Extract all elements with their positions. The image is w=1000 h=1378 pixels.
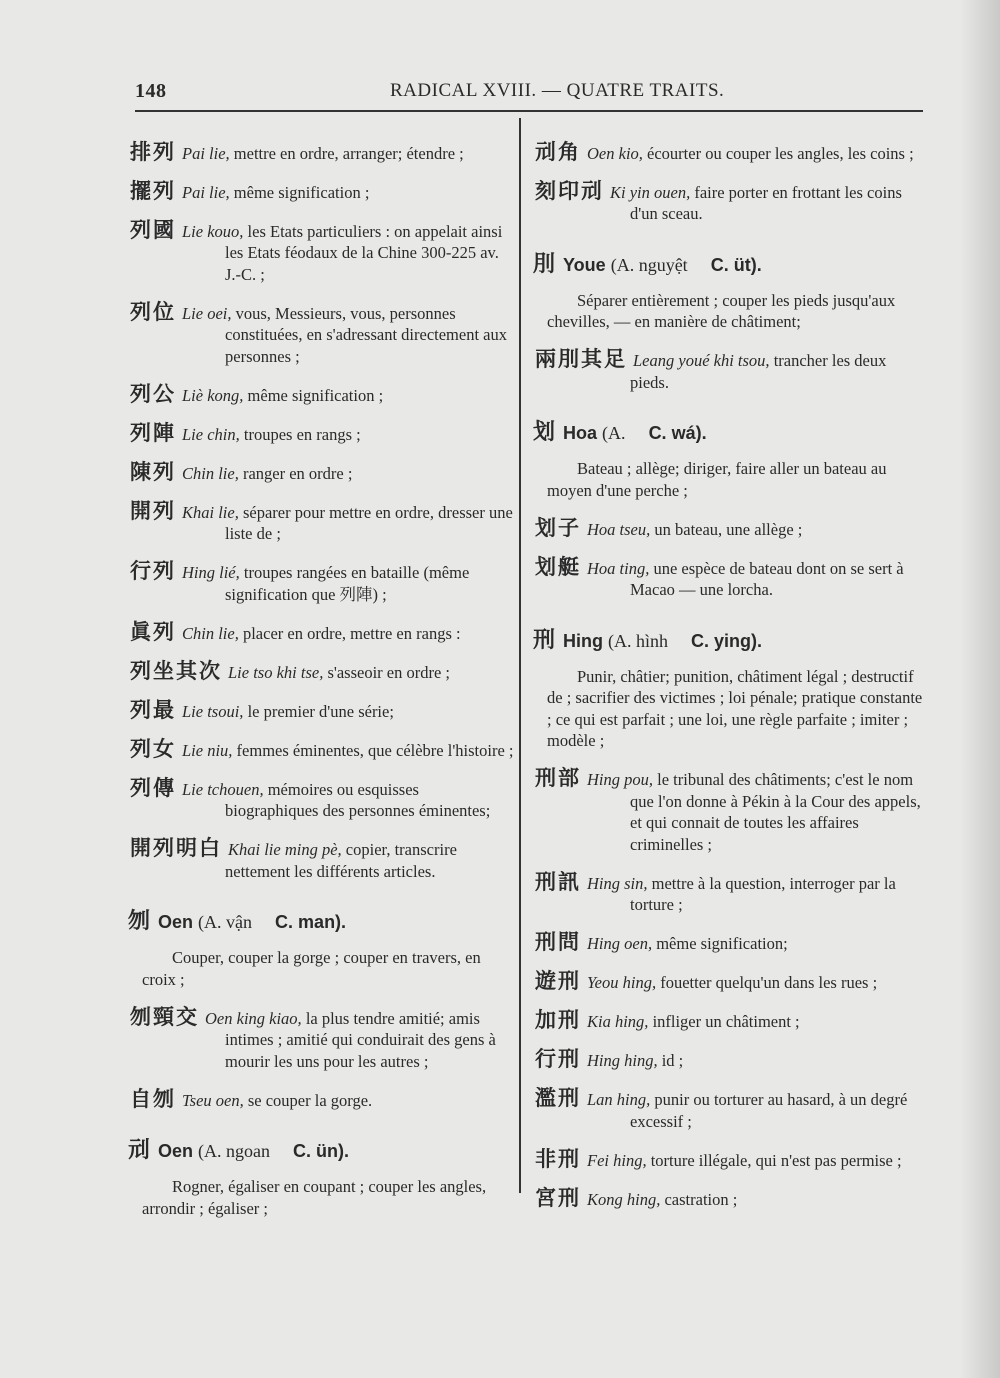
- character-definition: Bateau ; allège; diriger, faire aller un bateau au moyen d'une perche ;: [547, 459, 887, 500]
- dictionary-entry: [535, 1049, 927, 1072]
- entry-definition: le premier d'une série;: [243, 701, 394, 721]
- entry-definition: les Etats particuliers : on appelait ainsi les Etats féodaux de la Chine 300-225 av. J.-C. ;: [225, 221, 503, 284]
- entry-characters: 開列: [130, 498, 176, 523]
- dictionary-entry: [130, 658, 515, 684]
- dictionary-entry: [130, 838, 515, 882]
- entry-characters: 刑訊: [535, 869, 581, 894]
- entry-definition: trancher les deux pieds.: [630, 351, 887, 392]
- entry-characters: 開列明白: [130, 836, 222, 860]
- entry-characters: 刓角: [535, 139, 581, 164]
- dictionary-entry: [535, 1010, 927, 1033]
- right-column: [535, 125, 927, 1217]
- running-head: RADICAL XVIII. — QUATRE TRAITS.: [390, 80, 725, 101]
- dictionary-entry: [130, 420, 515, 446]
- dictionary-entry: [535, 139, 927, 165]
- entry-definition: id ;: [657, 1051, 684, 1070]
- entry-romanization: Chin lie,: [182, 463, 239, 483]
- dictionary-entry: [130, 697, 515, 723]
- entry-characters: 列女: [130, 736, 176, 761]
- heading-cantonese: C. ün).: [293, 1141, 350, 1161]
- dictionary-entry: [535, 869, 927, 916]
- entry-definition: même signification;: [652, 934, 788, 953]
- heading-character: 刓: [128, 1138, 153, 1163]
- entry-romanization: Lie tso khi tse,: [228, 662, 324, 682]
- character-definition: Couper, couper la gorge ; couper en travers, en croix ;: [142, 948, 481, 989]
- entry-definition: même signification ;: [229, 182, 370, 202]
- entry-characters: 行列: [130, 559, 176, 583]
- heading-name: Oen: [158, 1141, 194, 1161]
- dictionary-entry: [535, 971, 927, 994]
- dictionary-entry: [535, 515, 927, 541]
- entry-romanization: Lie niu,: [182, 740, 233, 760]
- heading-name: Hoa: [563, 423, 598, 443]
- entry-characters: 列國: [130, 217, 176, 242]
- entry-characters: 眞列: [130, 619, 176, 644]
- header-rule: [135, 110, 923, 112]
- entry-romanization: Ki yin ouen,: [610, 182, 691, 202]
- entry-definition: torture illégale, qui n'est pas permise ;: [646, 1150, 902, 1170]
- entry-characters: 擺列: [130, 178, 176, 203]
- entry-romanization: Hoa ting,: [587, 558, 650, 578]
- dictionary-entry: [535, 1185, 927, 1211]
- entry-romanization: Hing oen,: [587, 934, 653, 953]
- heading-cantonese: C. man).: [275, 912, 347, 932]
- character-heading: [128, 1133, 515, 1164]
- dictionary-entry: [130, 381, 515, 407]
- entry-characters: 排列: [130, 139, 176, 164]
- dictionary-entry: [535, 932, 927, 955]
- entry-definition: séparer pour mettre en ordre, dresser une liste de ;: [225, 502, 513, 543]
- heading-name: Hing: [563, 630, 604, 651]
- character-heading: [533, 247, 927, 278]
- entry-definition: écourter ou couper les angles, les coins ;: [642, 143, 914, 163]
- character-definition: Punir, châtier; punition, châtiment légal ; destructif de ; sacrifier des victimes ; loi pénale; pratique constante ; ce qui est parfait ; une loi, une règle parfaite ; imiter ; modèle ;: [547, 666, 923, 750]
- entry-definition: placer en ordre, mettre en rangs :: [238, 623, 461, 643]
- dictionary-entry: [130, 736, 515, 762]
- entry-characters: 行刑: [535, 1047, 581, 1071]
- character-heading: [128, 904, 515, 935]
- entry-romanization: Pai lie,: [182, 182, 230, 202]
- entry-romanization: Pai lie,: [182, 143, 230, 163]
- entry-characters: 陳列: [130, 459, 176, 484]
- entry-characters: 划艇: [535, 554, 581, 579]
- heading-character: 刖: [533, 251, 558, 277]
- entry-characters: 刑部: [535, 766, 581, 790]
- dictionary-entry: [130, 459, 515, 485]
- dictionary-entry: [130, 178, 515, 204]
- heading-annamite: (A. ngoan: [198, 1141, 271, 1161]
- entry-romanization: Hing sin,: [587, 873, 648, 893]
- entry-romanization: Kia hing,: [587, 1012, 649, 1031]
- dictionary-entry: [130, 299, 515, 368]
- heading-annamite: (A. nguyệt: [610, 254, 688, 275]
- dictionary-entry: [130, 775, 515, 822]
- dictionary-entry: [535, 1146, 927, 1172]
- heading-annamite: (A.: [602, 423, 626, 443]
- heading-name: Oen: [158, 912, 194, 932]
- entry-characters: 刑問: [535, 930, 581, 954]
- page-edge-shadow: [960, 0, 1000, 1378]
- entry-characters: 列傳: [130, 775, 176, 800]
- entry-characters: 列最: [130, 697, 176, 722]
- entry-characters: 遊刑: [535, 969, 581, 993]
- page-header: [135, 80, 920, 112]
- entry-romanization: Liè kong,: [182, 385, 244, 405]
- entry-characters: 列位: [130, 299, 176, 324]
- entry-definition: castration ;: [660, 1189, 738, 1209]
- entry-definition: copier, transcrire nettement les différents articles.: [225, 840, 457, 881]
- entry-characters: 列公: [130, 381, 176, 406]
- entry-definition: mettre à la question, interroger par la torture ;: [630, 873, 896, 914]
- entry-characters: 加刑: [535, 1008, 581, 1032]
- entry-romanization: Lie tchouen,: [182, 779, 264, 799]
- dictionary-entry: [535, 554, 927, 601]
- entry-definition: troupes en rangs ;: [239, 424, 361, 444]
- entry-definition: infliger un châtiment ;: [648, 1012, 800, 1031]
- dictionary-entry: [130, 1086, 515, 1112]
- heading-annamite: (A. vận: [198, 912, 253, 932]
- character-definition: Séparer entièrement ; couper les pieds jusqu'aux chevilles, — en manière de châtiment;: [547, 290, 896, 331]
- entry-romanization: Lie tsoui,: [182, 701, 244, 721]
- entry-romanization: Fei hing,: [587, 1150, 647, 1170]
- dictionary-entry: [130, 217, 515, 286]
- entry-romanization: Oen king kiao,: [205, 1008, 302, 1028]
- entry-romanization: Hing hing,: [587, 1051, 658, 1070]
- dictionary-entry: [535, 349, 927, 393]
- dictionary-entry: [535, 768, 927, 855]
- entry-characters: 濫刑: [535, 1086, 581, 1110]
- entry-definition: fouetter quelqu'un dans les rues ;: [656, 973, 878, 992]
- entry-definition: la plus tendre amitié; amis intimes ; amitié qui conduirait des gens à mourir les uns pour les autres ;: [225, 1008, 496, 1071]
- heading-name: Youe: [563, 254, 606, 275]
- entry-romanization: Tseu oen,: [182, 1090, 244, 1110]
- heading-character: 刎: [128, 909, 153, 934]
- heading-annamite: (A. hình: [608, 630, 669, 651]
- entry-definition: punir ou torturer au hasard, à un degré excessif ;: [630, 1090, 908, 1131]
- entry-romanization: Lie kouo,: [182, 221, 244, 241]
- heading-character: 刑: [533, 627, 558, 653]
- entry-romanization: Khai lie ming pè,: [228, 840, 342, 859]
- entry-definition: même signification ;: [243, 385, 384, 405]
- entry-characters: 非刑: [535, 1146, 581, 1171]
- entry-definition: ranger en ordre ;: [238, 463, 353, 483]
- entry-definition: vous, Messieurs, vous, personnes constituées, en s'adressant directement aux personnes ;: [225, 303, 507, 366]
- entry-romanization: Lan hing,: [587, 1090, 651, 1109]
- entry-definition: le tribunal des châtiments; c'est le nom que l'on donne à Pékin à la Cour des appels, et qui connait de toutes les affaires criminelles ;: [630, 770, 921, 854]
- entry-romanization: Hoa tseu,: [587, 519, 651, 539]
- entry-definition: mémoires ou esquisses biographiques des personnes éminentes;: [225, 779, 491, 820]
- entry-definition: faire porter en frottant les coins d'un sceau.: [630, 182, 902, 223]
- entry-romanization: Yeou hing,: [587, 973, 657, 992]
- entry-characters: 划子: [535, 515, 581, 540]
- dictionary-entry: [535, 178, 927, 225]
- entry-definition: un bateau, une allège ;: [650, 519, 803, 539]
- entry-romanization: Hing lié,: [182, 563, 240, 582]
- entry-characters: 宮刑: [535, 1185, 581, 1210]
- left-column: [130, 125, 515, 1229]
- entry-romanization: Kong hing,: [587, 1189, 661, 1209]
- column-divider: [519, 118, 521, 1193]
- entry-romanization: Leang youé khi tsou,: [633, 351, 770, 370]
- entry-definition: une espèce de bateau dont on se sert à Macao — une lorcha.: [630, 558, 904, 599]
- entry-definition: mettre en ordre, arranger; étendre ;: [229, 143, 464, 163]
- character-heading: [533, 623, 927, 654]
- heading-cantonese: C. wá).: [648, 423, 707, 443]
- entry-characters: 刻印刓: [535, 178, 604, 203]
- dictionary-entry: [535, 1088, 927, 1132]
- entry-characters: 列坐其次: [130, 658, 222, 683]
- heading-cantonese: C. ying).: [691, 630, 763, 651]
- entry-romanization: Hing pou,: [587, 770, 653, 789]
- dictionary-entry: [130, 619, 515, 645]
- entry-romanization: Oen kio,: [587, 143, 643, 163]
- entry-romanization: Chin lie,: [182, 623, 239, 643]
- entry-romanization: Lie oei,: [182, 303, 232, 323]
- heading-cantonese: C. üt).: [710, 254, 762, 275]
- entry-romanization: Lie chin,: [182, 424, 240, 444]
- entry-characters: 自刎: [130, 1086, 176, 1111]
- dictionary-entry: [130, 139, 515, 165]
- entry-definition: s'asseoir en ordre ;: [323, 662, 451, 682]
- character-heading: [533, 415, 927, 446]
- heading-character: 划: [533, 420, 558, 445]
- entry-characters: 列陣: [130, 420, 176, 445]
- entry-definition: femmes éminentes, que célèbre l'histoire ;: [232, 740, 514, 760]
- entry-definition: troupes rangées en bataille (même signification que 列陣) ;: [225, 563, 470, 604]
- page-number: 148: [135, 80, 167, 102]
- entry-definition: se couper la gorge.: [243, 1090, 373, 1110]
- entry-characters: 兩刖其足: [535, 347, 627, 371]
- dictionary-entry: [130, 498, 515, 545]
- dictionary-entry: [130, 1004, 515, 1073]
- entry-romanization: Khai lie,: [182, 502, 239, 522]
- character-definition: Rogner, égaliser en coupant ; couper les angles, arrondir ; égaliser ;: [142, 1177, 487, 1218]
- dictionary-entry: [130, 561, 515, 605]
- entry-characters: 刎頸交: [130, 1004, 199, 1029]
